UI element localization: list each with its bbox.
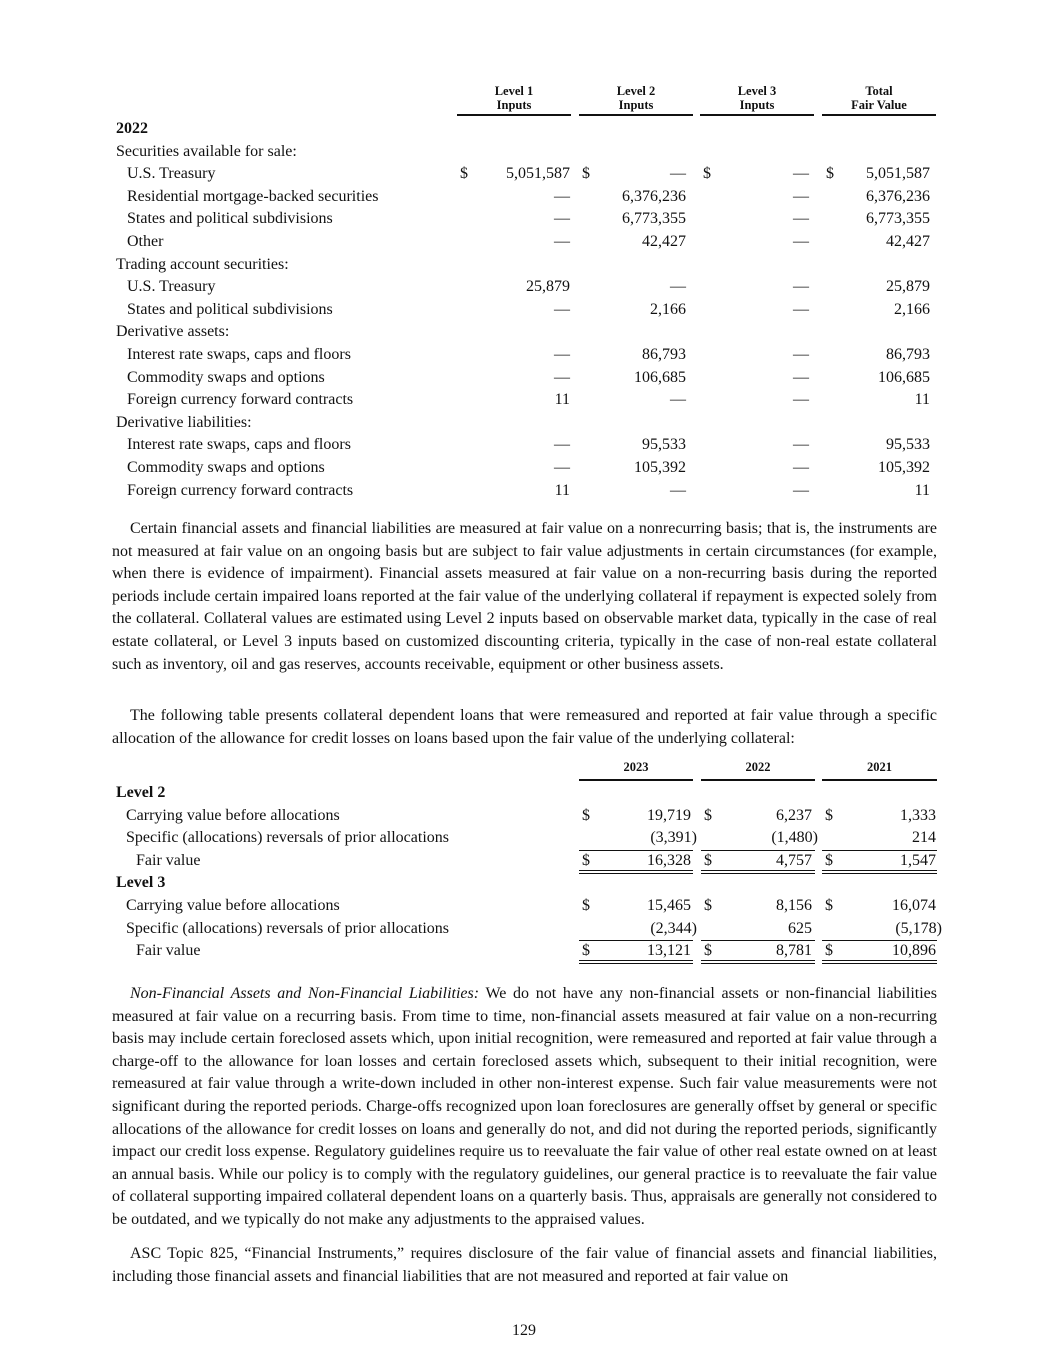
value-cell: 6,773,355 <box>622 210 686 228</box>
column-header-level1: Level 1 Inputs <box>457 84 571 116</box>
value-cell: — <box>793 165 809 183</box>
value-cell: 10,896 <box>892 942 936 960</box>
column-header-total: Total Fair Value <box>822 84 936 116</box>
total-row <box>112 850 937 873</box>
table-body <box>112 118 937 502</box>
dollar-sign: $ <box>704 806 712 824</box>
value-cell: 15,465 <box>647 896 691 914</box>
section-row <box>112 254 937 277</box>
table-row <box>112 276 937 299</box>
paragraph-collateral-intro: The following table presents collateral dependent loans that were remeasured and reported at fair value through a specific allocation of the allowance for credit losses on loans based upon the fair value of the underlying collateral: <box>112 707 937 747</box>
row-label: Carrying value before allocations <box>126 896 340 914</box>
value-cell: 214 <box>912 829 936 847</box>
column-header-2022: 2022 <box>701 760 815 781</box>
section-row <box>112 412 937 435</box>
value-cell: 5,051,587 <box>506 165 570 183</box>
value-cell: — <box>793 300 809 318</box>
row-label: Derivative liabilities: <box>116 413 252 431</box>
row-label: Other <box>127 232 164 250</box>
value-cell: 95,533 <box>886 436 930 454</box>
paragraph-asc-825: ASC Topic 825, “Financial Instruments,” requires disclosure of the fair value of financial assets and financial liabilities, including those financial assets and financial liabilities that are not measured and reported at fair value on <box>112 1245 937 1285</box>
dollar-sign: $ <box>825 851 833 869</box>
value-cell: — <box>554 436 570 454</box>
total-row <box>112 940 937 963</box>
section-row <box>112 141 937 164</box>
value-cell: 11 <box>554 481 570 499</box>
dollar-sign: $ <box>704 942 712 960</box>
dollar-sign: $ <box>825 896 833 914</box>
dollar-sign: $ <box>704 851 712 869</box>
table-row <box>112 367 937 390</box>
value-cell: — <box>670 391 686 409</box>
value-cell: — <box>793 436 809 454</box>
value-cell: 6,237 <box>776 806 812 824</box>
value-cell: (1,480) <box>771 829 818 847</box>
value-cell: — <box>793 345 809 363</box>
value-cell: 86,793 <box>886 345 930 363</box>
row-label: Carrying value before allocations <box>126 806 340 824</box>
paragraph-nonrecurring: Certain financial assets and financial liabilities are measured at fair value on a nonrecurring basis; that is, the instruments are not measured at fair value on an ongoing basis but are subject to fair value adjustments in certain circumstances (for example, when there is evidence of impairment). Financial assets measured at fair value on a non-recurring basis during the reported periods include certain impaired loans reported at the fair value of the underlying collateral if repayment is expected solely from the collateral. Collateral values are estimated using Level 2 inputs based on observable market data, typically in the case of real estate collateral, or Level 3 inputs based on customized discounting criteria, typically in the case of non-real estate collateral such as inventory, oil and gas reserves, accounts receivable, equipment or other business assets. <box>112 520 937 673</box>
value-cell: 8,156 <box>776 896 812 914</box>
value-cell: 106,685 <box>634 368 686 386</box>
value-cell: 105,392 <box>634 458 686 476</box>
row-label: Specific (allocations) reversals of prior allocations <box>126 829 449 847</box>
group-title-row <box>112 782 937 805</box>
value-cell: 16,328 <box>647 851 691 869</box>
value-cell: 106,685 <box>878 368 930 386</box>
value-cell: 42,427 <box>642 232 686 250</box>
dollar-sign: $ <box>825 942 833 960</box>
group-title: Level 3 <box>116 874 166 892</box>
value-cell: — <box>554 368 570 386</box>
year-label: 2022 <box>116 120 148 137</box>
table-body <box>112 782 942 963</box>
table-row <box>112 299 937 322</box>
dollar-sign: $ <box>460 165 468 183</box>
collateral-loans-table <box>112 760 942 963</box>
value-cell: 1,547 <box>900 851 936 869</box>
value-cell: 95,533 <box>642 436 686 454</box>
section-row <box>112 321 937 344</box>
value-cell: 6,376,236 <box>866 187 930 205</box>
value-cell: — <box>793 391 809 409</box>
value-cell: (3,391) <box>650 829 697 847</box>
row-label: Foreign currency forward contracts <box>127 391 354 409</box>
dollar-sign: $ <box>825 806 833 824</box>
value-cell: — <box>670 278 686 296</box>
value-cell: — <box>670 165 686 183</box>
column-header-level3: Level 3 Inputs <box>700 84 814 116</box>
value-cell: 2,166 <box>650 300 686 318</box>
paragraph-heading-italic: Non-Financial Assets and Non-Financial Liabilities: <box>130 985 480 1002</box>
value-cell: 4,757 <box>776 851 812 869</box>
value-cell: 2,166 <box>894 300 930 318</box>
value-cell: — <box>793 458 809 476</box>
value-cell: 86,793 <box>642 345 686 363</box>
value-cell: 16,074 <box>892 896 936 914</box>
value-cell: 6,773,355 <box>866 210 930 228</box>
row-label: U.S. Treasury <box>127 278 216 296</box>
row-label: Interest rate swaps, caps and floors <box>127 436 351 454</box>
value-cell: 25,879 <box>886 278 930 296</box>
value-cell: 11 <box>914 391 930 409</box>
row-label: Fair value <box>136 942 201 960</box>
dollar-sign: $ <box>582 165 590 183</box>
value-cell: — <box>793 278 809 296</box>
table-header <box>112 760 937 782</box>
table-row <box>112 344 937 367</box>
row-label: Residential mortgage-backed securities <box>127 187 379 205</box>
table-row <box>112 434 937 457</box>
dollar-sign: $ <box>703 165 711 183</box>
value-cell: — <box>793 187 809 205</box>
column-header-level2: Level 2 Inputs <box>579 84 693 116</box>
value-cell: — <box>554 187 570 205</box>
value-cell: — <box>554 232 570 250</box>
value-cell: — <box>554 210 570 228</box>
table-row <box>112 918 942 941</box>
row-label: Specific (allocations) reversals of prior allocations <box>126 919 449 937</box>
dollar-sign: $ <box>582 851 590 869</box>
value-cell: — <box>793 210 809 228</box>
value-cell: 42,427 <box>886 232 930 250</box>
column-header-2023: 2023 <box>579 760 693 781</box>
value-cell: 19,719 <box>647 806 691 824</box>
value-cell: 11 <box>914 481 930 499</box>
table-header <box>112 84 937 118</box>
table-row <box>112 457 937 480</box>
table-row <box>112 389 937 412</box>
value-cell: 11 <box>554 391 570 409</box>
value-cell: — <box>554 300 570 318</box>
value-cell: 1,333 <box>900 806 936 824</box>
table-row <box>112 163 937 186</box>
table-row <box>112 805 937 828</box>
paragraph-non-financial: Non-Financial Assets and Non-Financial Liabilities: We do not have any non-financial assets or non-financial liabilities measured at fair value on a recurring basis. From time to time, non-financial assets measured at fair value on a non-recurring basis may include certain foreclosed assets which, upon initial recognition, were remeasured and reported at fair value through a charge-off to the allowance for loan losses and certain foreclosed assets which, subsequent to their initial recognition, were remeasured at fair value through a write-down included in other non-interest expense. Such fair value measurements were not significant during the reported periods. Charge-offs recognized upon loan foreclosures are generally offset by general or specific allocations of the allowance for credit losses on loans and generally do not, and did not during the reported periods, significantly impact our credit loss expense. Regulatory guidelines require us to reevaluate the fair value of other real estate owned on at least an annual basis. While our policy is to comply with the regulatory guidelines, our general practice is to reevaluate the fair value of collateral supporting impaired collateral dependent loans on a quarterly basis. Thus, appraisals are generally not considered to be outdated, and we typically do not make any adjustments to the appraised values. <box>112 985 937 1228</box>
dollar-sign: $ <box>582 942 590 960</box>
value-cell: 13,121 <box>647 942 691 960</box>
row-label: Trading account securities: <box>116 255 289 273</box>
dollar-sign: $ <box>582 806 590 824</box>
table-row <box>112 895 937 918</box>
row-label: Interest rate swaps, caps and floors <box>127 345 351 363</box>
value-cell: 625 <box>788 919 812 937</box>
value-cell: 25,879 <box>526 278 570 296</box>
table-row <box>112 186 937 209</box>
dollar-sign: $ <box>582 896 590 914</box>
table-row <box>112 480 937 503</box>
table-row <box>112 208 937 231</box>
value-cell: — <box>793 368 809 386</box>
value-cell: — <box>554 458 570 476</box>
group-title-row <box>112 872 937 895</box>
table-row <box>112 827 937 850</box>
row-label: Commodity swaps and options <box>127 368 325 386</box>
row-label: States and political subdivisions <box>127 210 333 228</box>
table-row <box>112 231 937 254</box>
value-cell: (2,344) <box>650 919 697 937</box>
row-label: States and political subdivisions <box>127 300 333 318</box>
row-label: Derivative assets: <box>116 323 230 341</box>
value-cell: — <box>554 345 570 363</box>
value-cell: 5,051,587 <box>866 165 930 183</box>
row-label: Foreign currency forward contracts <box>127 481 354 499</box>
value-cell: — <box>793 232 809 250</box>
row-label: Securities available for sale: <box>116 142 297 160</box>
value-cell: 105,392 <box>878 458 930 476</box>
value-cell: 8,781 <box>776 942 812 960</box>
dollar-sign: $ <box>826 165 834 183</box>
value-cell: 6,376,236 <box>622 187 686 205</box>
year-row <box>112 118 937 141</box>
fair-value-table <box>112 84 937 502</box>
page-number: 129 <box>512 1322 536 1339</box>
dollar-sign: $ <box>704 896 712 914</box>
value-cell: — <box>670 481 686 499</box>
row-label: Commodity swaps and options <box>127 458 325 476</box>
group-title: Level 2 <box>116 784 166 801</box>
value-cell: — <box>793 481 809 499</box>
value-cell: (5,178) <box>895 919 942 937</box>
column-header-2021: 2021 <box>822 760 937 781</box>
row-label: U.S. Treasury <box>127 165 216 183</box>
row-label: Fair value <box>136 851 201 869</box>
